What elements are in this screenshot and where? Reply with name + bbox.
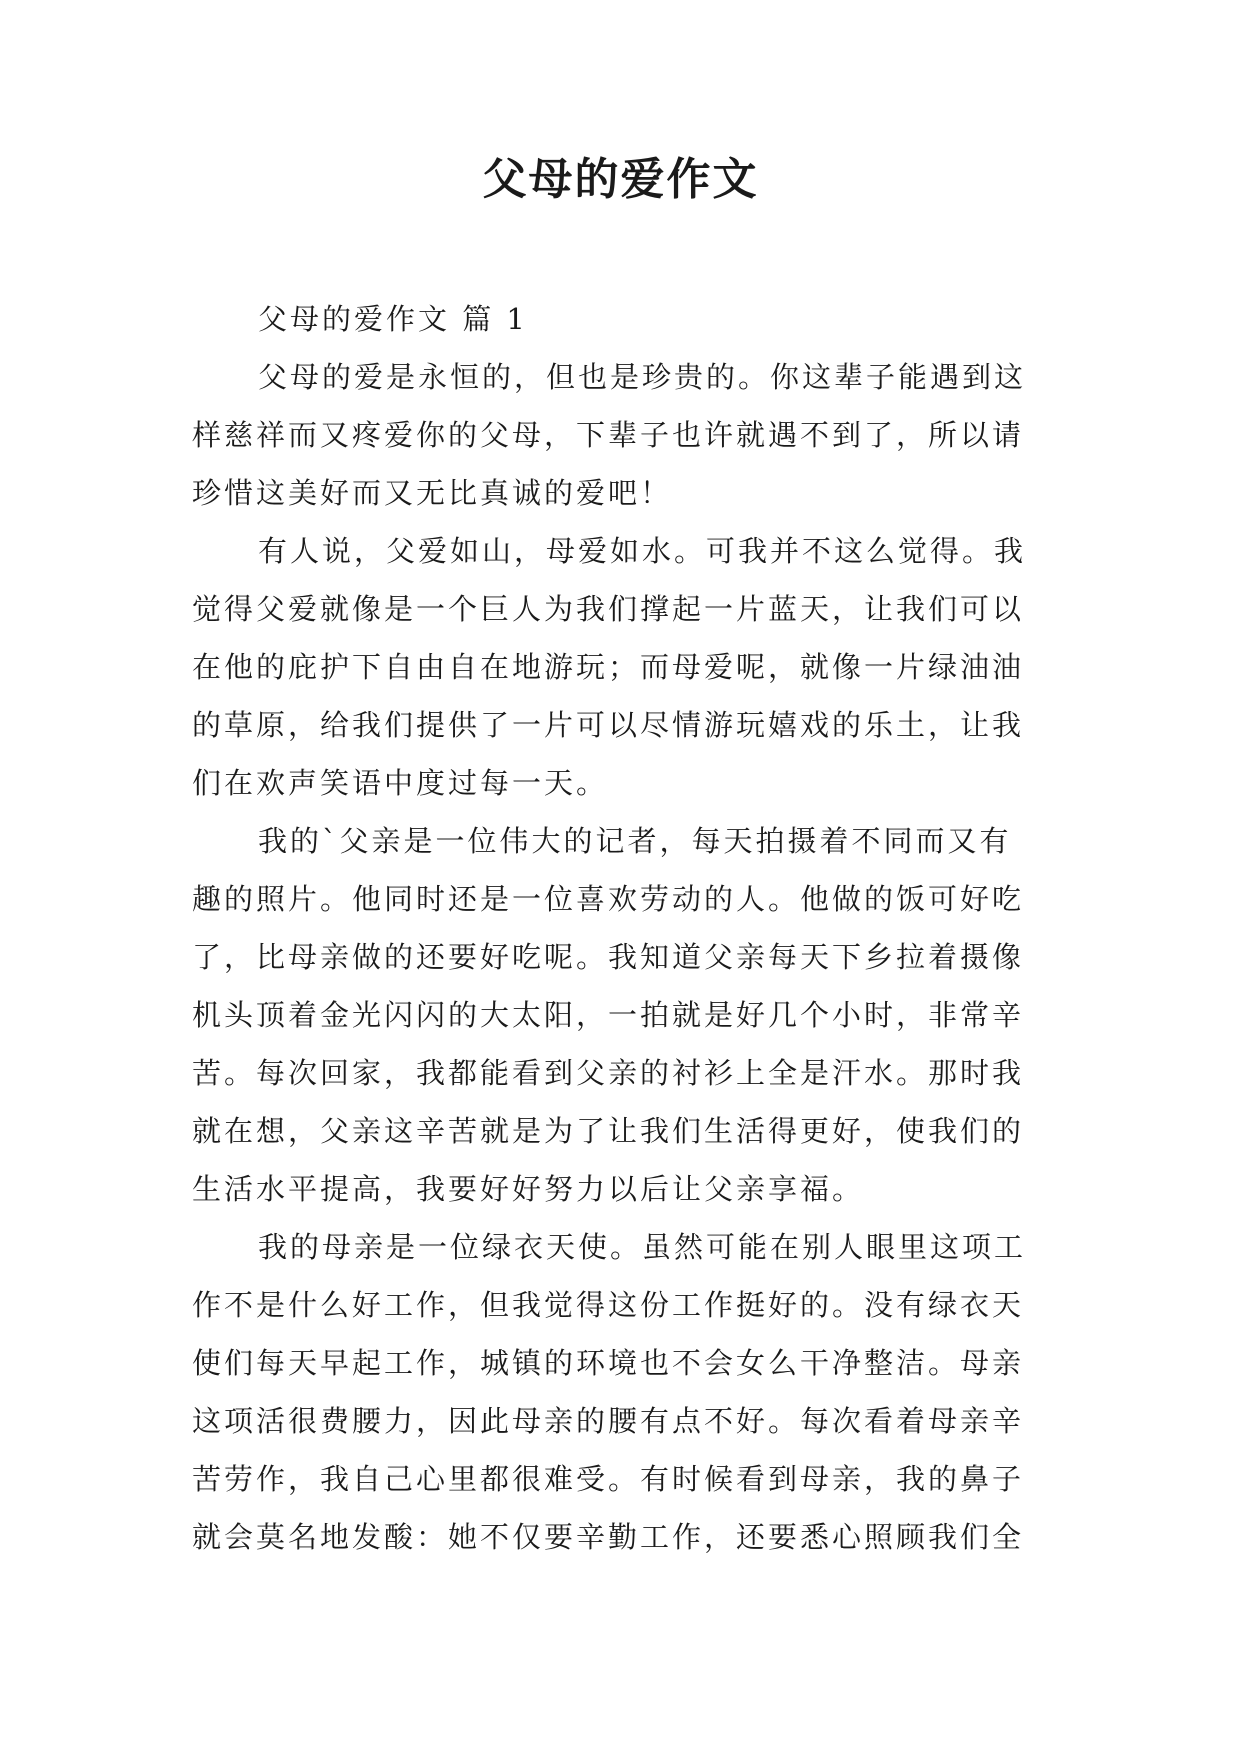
text-line: 就在想，父亲这辛苦就是为了让我们生活得更好，使我们的 — [192, 1114, 1025, 1148]
text-line: 觉得父爱就像是一个巨人为我们撑起一片蓝天，让我们可以 — [192, 592, 1025, 626]
text-line: 样慈祥而又疼爱你的父母，下辈子也许就遇不到了，所以请 — [192, 418, 1025, 452]
text-line: 苦。每次回家，我都能看到父亲的衬衫上全是汗水。那时我 — [192, 1056, 1025, 1090]
document-body — [192, 290, 1052, 1566]
text-line: 就会莫名地发酸：她不仅要辛勤工作，还要悉心照顾我们全 — [192, 1520, 1025, 1554]
text-line: 的草原，给我们提供了一片可以尽情游玩嬉戏的乐土，让我 — [192, 708, 1025, 742]
text-line: 们在欢声笑语中度过每一天。 — [192, 766, 609, 800]
text-line: 苦劳作，我自己心里都很难受。有时候看到母亲，我的鼻子 — [192, 1462, 1025, 1496]
text-line: 父母的爱是永恒的，但也是珍贵的。你这辈子能遇到这 — [258, 360, 1027, 394]
text-line: 我的`父亲是一位伟大的记者，每天拍摄着不同而又有 — [258, 824, 1012, 858]
text-line: 父母的爱作文 篇 1 — [258, 302, 528, 336]
text-line: 珍惜这美好而又无比真诚的爱吧！ — [192, 476, 673, 510]
text-line: 生活水平提高，我要好好努力以后让父亲享福。 — [192, 1172, 865, 1206]
text-line: 这项活很费腰力，因此母亲的腰有点不好。每次看着母亲辛 — [192, 1404, 1025, 1438]
text-line: 了，比母亲做的还要好吃呢。我知道父亲每天下乡拉着摄像 — [192, 940, 1025, 974]
text-line: 有人说，父爱如山，母爱如水。可我并不这么觉得。我 — [258, 534, 1027, 568]
text-line: 趣的照片。他同时还是一位喜欢劳动的人。他做的饭可好吃 — [192, 882, 1025, 916]
text-line: 作不是什么好工作，但我觉得这份工作挺好的。没有绿衣天 — [192, 1288, 1025, 1322]
text-line: 在他的庇护下自由自在地游玩；而母爱呢，就像一片绿油油 — [192, 650, 1025, 684]
text-line: 我的母亲是一位绿衣天使。虽然可能在别人眼里这项工 — [258, 1230, 1027, 1264]
text-line: 机头顶着金光闪闪的大太阳，一拍就是好几个小时，非常辛 — [192, 998, 1025, 1032]
text-line: 使们每天早起工作，城镇的环境也不会女么干净整洁。母亲 — [192, 1346, 1025, 1380]
document-title: 父母的爱作文 — [482, 154, 759, 205]
